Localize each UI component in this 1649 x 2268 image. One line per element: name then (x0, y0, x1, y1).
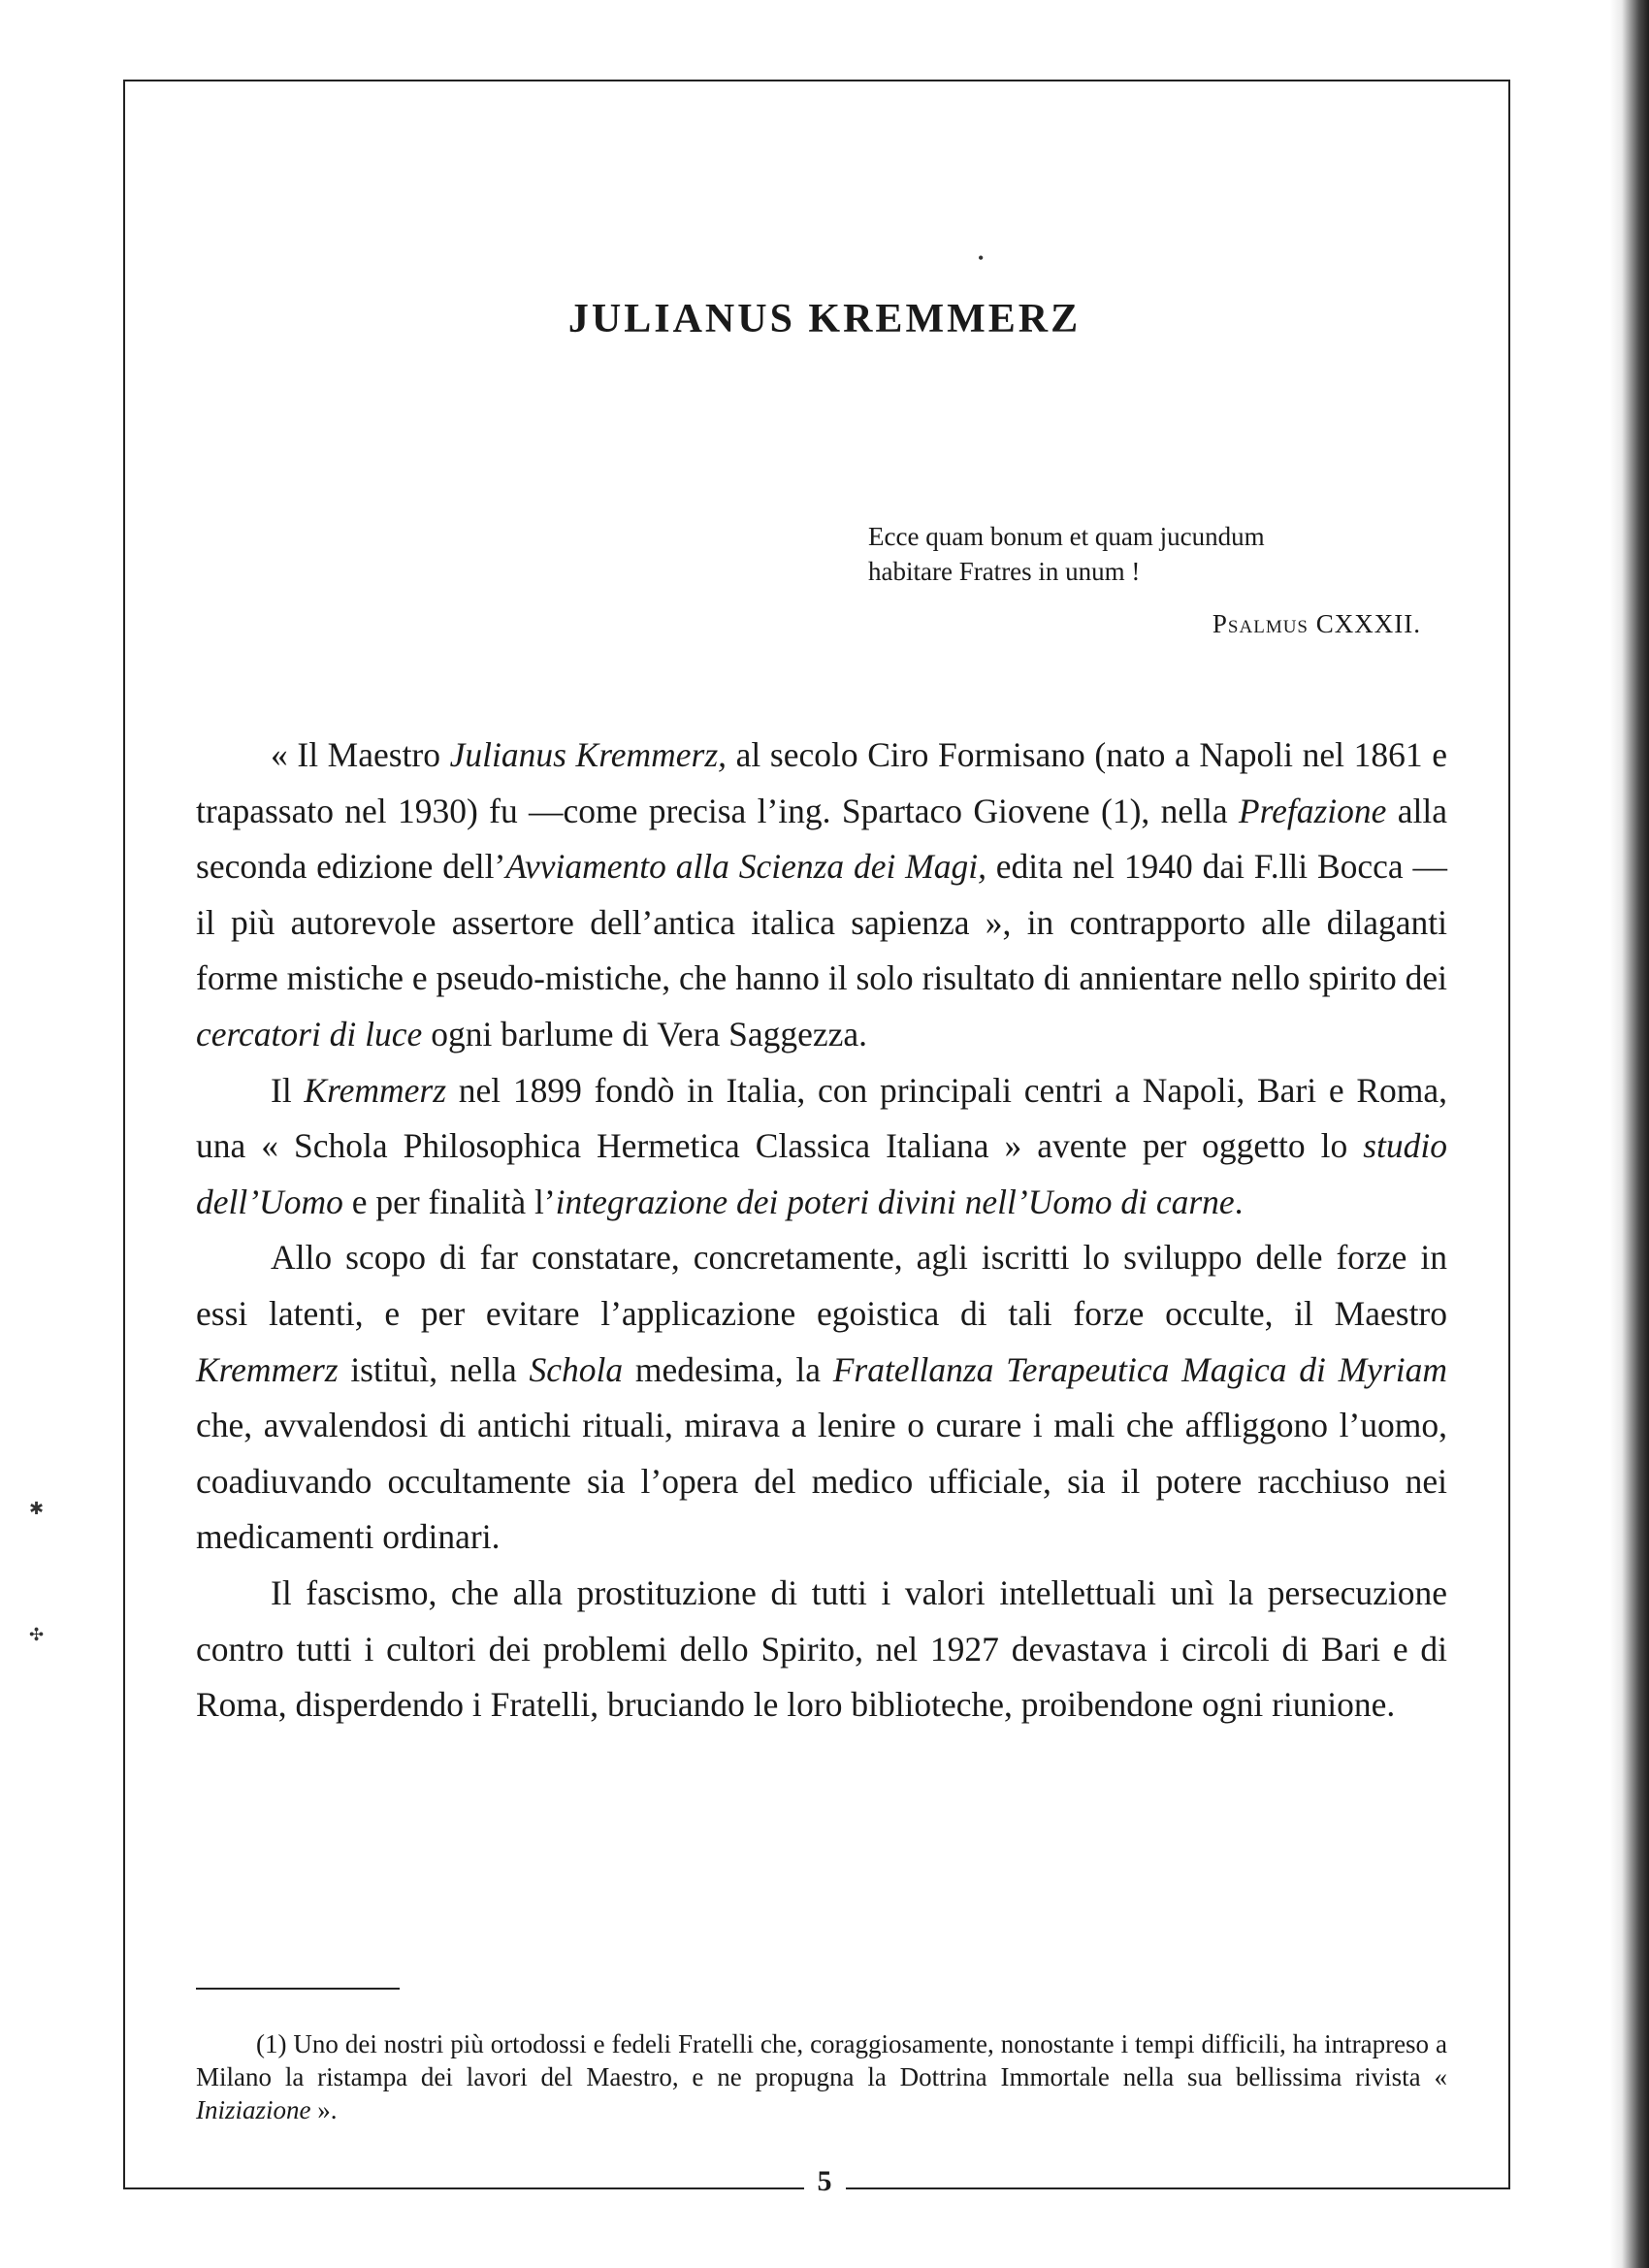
text-run: al secolo Ciro Formisano (nato a Napoli nel 1861 e trapassato nel 1930) fu —come precisa l’ing. Spartaco Giovene (1), nella (196, 735, 1447, 830)
text-run: Il fascismo, che alla prostituzione di tutti i valori intellettuali unì la persecuzione contro tutti i cultori dei problemi dello Spirito, nel 1927 devastava i circoli di Bari e di Roma, disperdendo i Fratelli, bruciando le loro biblioteche, proibendone ogni riunione. (196, 1572, 1447, 1725)
paragraph (196, 728, 1447, 1063)
text-run: Il (271, 1070, 305, 1110)
italic-run: integrazione dei poteri divini nell’Uomo di carne (555, 1182, 1235, 1221)
epigraph-source: Psalmus CXXXII. (1212, 609, 1421, 638)
text-run: ». (310, 2095, 338, 2124)
italic-run: Iniziazione (196, 2095, 311, 2124)
italic-run: Fratellanza Terapeutica Magica di Myriam (832, 1349, 1448, 1389)
paragraph (196, 1230, 1447, 1566)
margin-speck-mark: ✣ (29, 1625, 45, 1644)
text-run: « Il Maestro (271, 735, 450, 774)
italic-run: studio dell’Uomo (196, 1126, 1447, 1221)
paragraph (196, 1566, 1447, 1733)
italic-run: Prefazione (1238, 791, 1387, 830)
text-run: (1) Uno dei nostri più ortodossi e fedeli Fratelli che, coraggiosamente, nonostante i tempi difficili, ha intrapreso a Milano la ristampa dei lavori del Maestro, e ne propugna la Dottrina Immortale nella sua bellissima rivista « (196, 2029, 1447, 2091)
text-run: e per finalità l’ (342, 1182, 556, 1221)
page-number (0, 2165, 1649, 2198)
text-run: . (1234, 1182, 1244, 1221)
paragraph (196, 1063, 1447, 1231)
text-run: Allo scopo di far constatare, concretamente, agli iscritti lo sviluppo delle forze in essi latenti, e per evitare l’applicazione egoistica di tali forze occulte, il Maestro (196, 1238, 1447, 1333)
text-run: alla seconda edizione dell’ (196, 791, 1447, 887)
italic-run: Kremmerz (304, 1070, 447, 1110)
page-number-label: 5 (804, 2165, 846, 2198)
epigraph-line: habitare Fratres in unum ! (868, 557, 1141, 586)
page-title: JULIANUS KREMMERZ (567, 297, 1082, 341)
italic-run: Avviamento alla Scienza dei Magi, (505, 847, 986, 887)
italic-run: cercatori di luce (196, 1014, 423, 1053)
text-run: edita nel 1940 dai F.lli Bocca —il più autorevole assertore dell’antica italica sapienza », in contrapporto alle dilaganti forme mistiche e pseudo-mistiche, che hanno il solo risultato di annientare nello spirito dei (196, 847, 1447, 998)
text-run: istituì, nella (338, 1349, 530, 1389)
text-run: medesima, la (623, 1349, 833, 1389)
epigraph-line: Ecce quam bonum et quam jucundum (868, 522, 1265, 551)
footnote-paragraph (196, 2027, 1447, 2126)
speck-mark: • (978, 248, 985, 268)
epigraph (868, 519, 1421, 641)
margin-speck-mark: ✱ (29, 1499, 45, 1518)
text-run: nel 1899 fondò in Italia, con principali centri a Napoli, Bari e Roma, una « Schola Philosophica Hermetica Classica Italiana » avente per oggetto lo (196, 1070, 1447, 1166)
italic-run: Schola (529, 1349, 624, 1389)
text-run: ogni barlume di Vera Saggezza. (422, 1014, 868, 1053)
footnote-separator (196, 1988, 400, 1990)
footnote (196, 2027, 1447, 2126)
text-run: che, avvalendosi di antichi rituali, mirava a lenire o curare i mali che affliggono l’uomo, coadiuvando occultamente sia l’opera del medico ufficiale, sia il potere racchiuso nei medicamenti ordinari. (196, 1406, 1447, 1557)
italic-run: Kremmerz (196, 1349, 339, 1389)
italic-run: Julianus Kremmerz, (449, 735, 728, 774)
main-text (196, 728, 1447, 1733)
